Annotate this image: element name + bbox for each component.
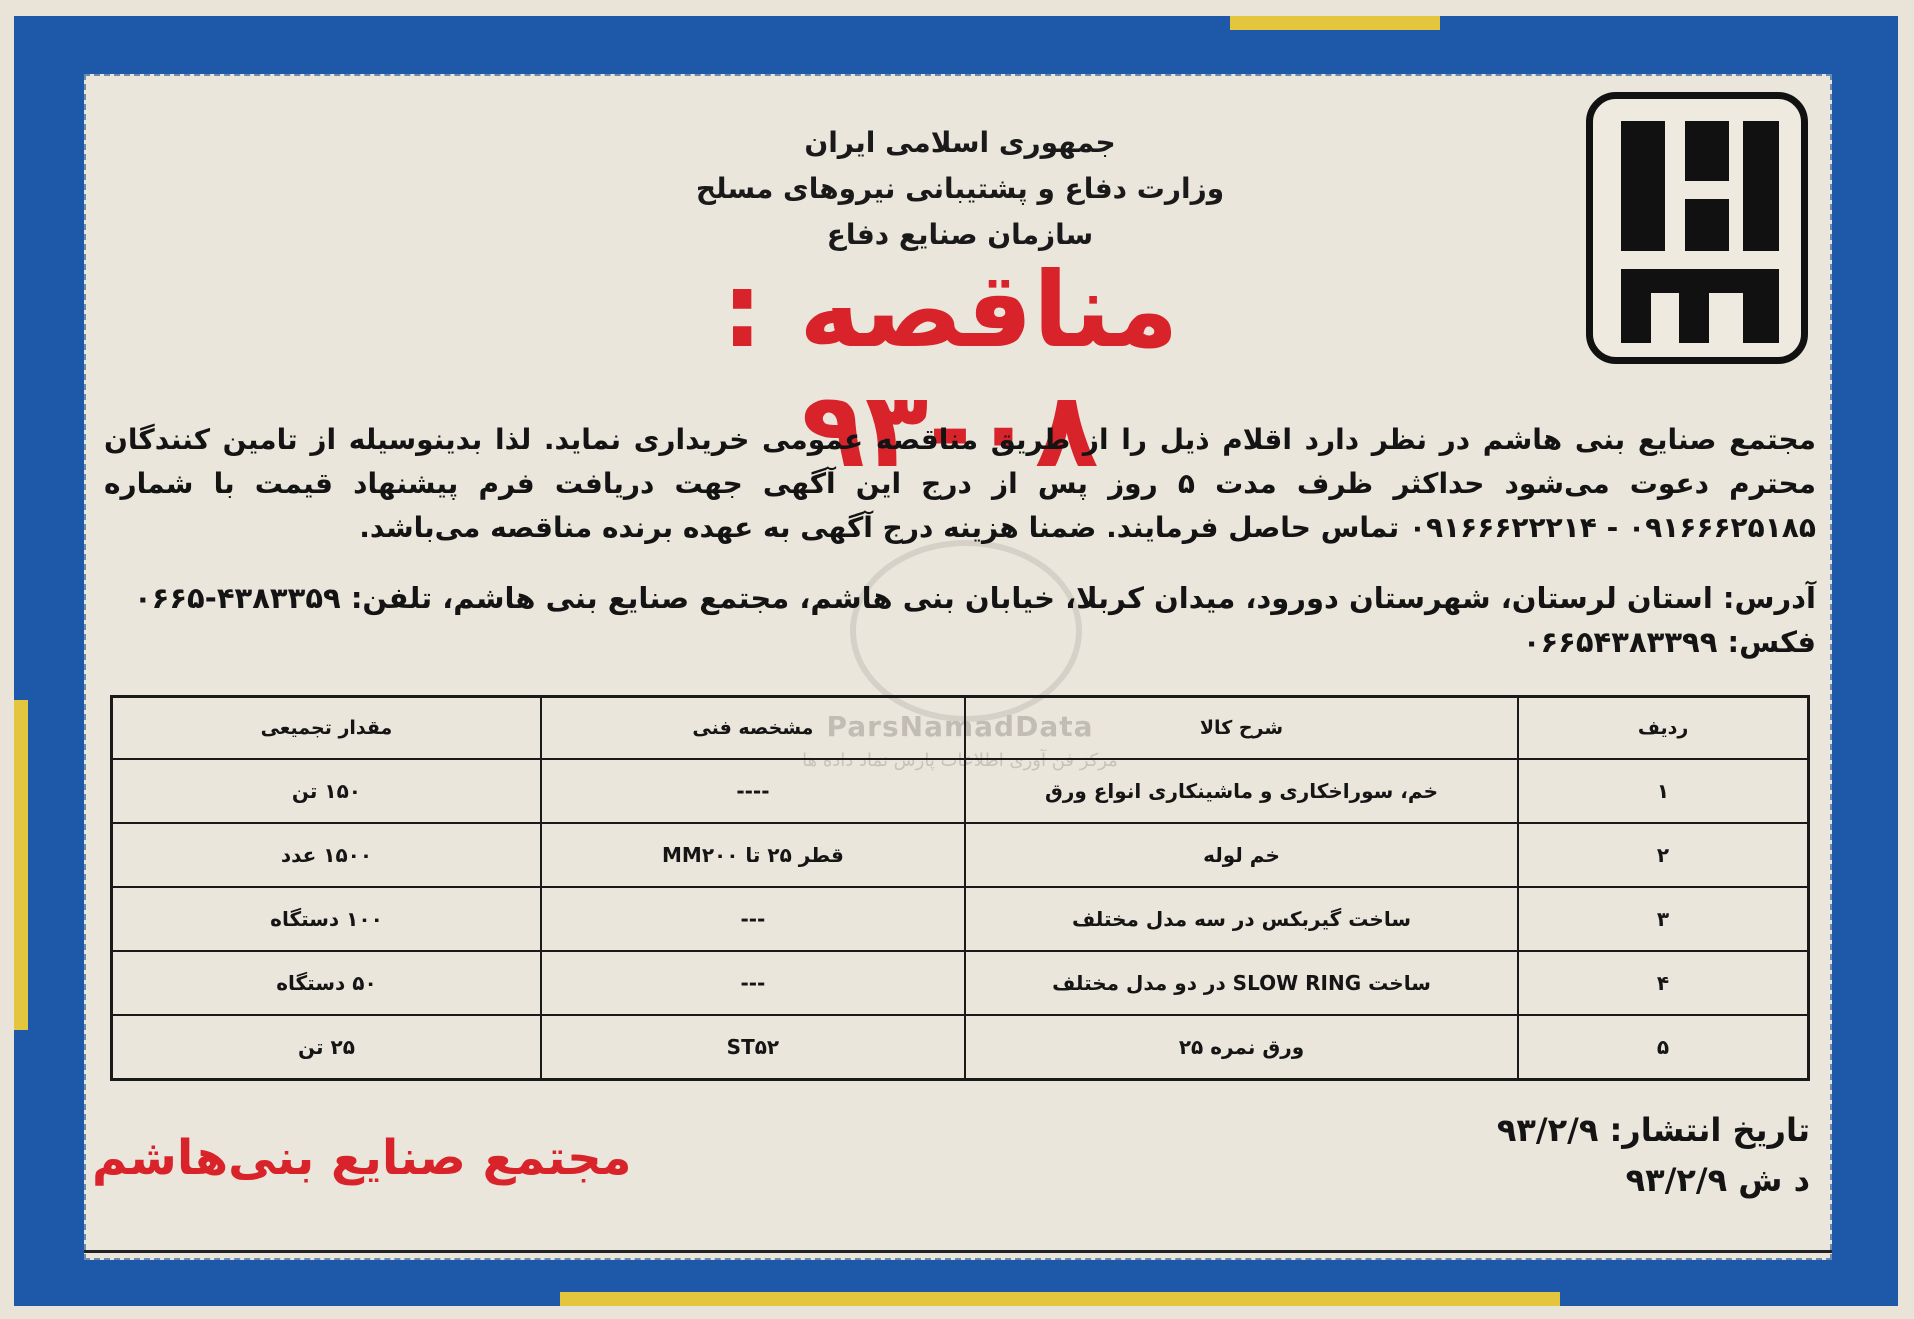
header-quantity: مقدار تجمیعی: [112, 697, 541, 760]
item-specification: ---: [541, 951, 965, 1015]
row-number: ۴: [1518, 951, 1808, 1015]
item-specification: ST۵۲: [541, 1015, 965, 1080]
items-table: [110, 695, 1810, 1081]
item-quantity: ۵۰ دستگاه: [112, 951, 541, 1015]
tender-title: مناقصه : ۰۸-۹۳: [721, 249, 1179, 491]
item-quantity: ۱۵۰۰ عدد: [112, 823, 541, 887]
table-row: [112, 823, 1809, 887]
table-row: [112, 887, 1809, 951]
item-description: ساخت SLOW RING در دو مدل مختلف: [965, 951, 1518, 1015]
header-description: شرح کالا: [965, 697, 1518, 760]
item-description: ورق نمره ۲۵: [965, 1015, 1518, 1080]
header-organization: سازمان صنایع دفاع: [826, 218, 1094, 251]
item-specification: ---: [541, 887, 965, 951]
row-number: ۳: [1518, 887, 1808, 951]
publication-date: تاریخ انتشار: ۹۳/۲/۹: [1496, 1111, 1810, 1149]
watermark-name: ParsNamadData: [826, 710, 1094, 743]
row-number: ۱: [1518, 759, 1808, 823]
item-description: خم، سوراخکاری و ماشینکاری انواع ورق: [965, 759, 1518, 823]
watermark-subtitle: مرکز فن آوری اطلاعات پارس نماد داده ها: [802, 750, 1118, 771]
row-number: ۵: [1518, 1015, 1808, 1080]
footer-brand: مجتمع صنایع بنی‌هاشم: [92, 1130, 632, 1186]
table-row: [112, 759, 1809, 823]
header-country: جمهوری اسلامی ایران: [804, 126, 1116, 159]
table-row: [112, 1015, 1809, 1080]
item-quantity: ۱۰۰ دستگاه: [112, 887, 541, 951]
item-specification: ----: [541, 759, 965, 823]
organization-logo: [1586, 92, 1808, 364]
publication-code: د ش ۹۳/۲/۹: [1625, 1161, 1810, 1199]
announcement-paragraph: مجتمع صنایع بنی هاشم در نظر دارد اقلام ذیل را از طریق مناقصه عمومی خریداری نماید. لذا بدینوسیله از تامین کنندگان محترم دعوت می‌شود حداکثر ظرف مدت ۵ روز پس از درج این آگهی جهت دریافت فرم پیشنهاد قیمت با شماره ۰۹۱۶۶۶۲۵۱۸۵ - ۰۹۱۶۶۶۲۲۲۱۴ تماس حاصل فرمایند. ضمنا هزینه درج آگهی به عهده برنده مناقصه می‌باشد.: [104, 423, 1817, 544]
header-row-number: ردیف: [1518, 697, 1808, 760]
header-ministry: وزارت دفاع و پشتیبانی نیروهای مسلح: [695, 172, 1225, 205]
frame-accent-top: [1230, 16, 1440, 30]
publication-info: [1340, 1105, 1810, 1205]
row-number: ۲: [1518, 823, 1808, 887]
header-specification: مشخصه فنی: [541, 697, 965, 760]
table-row: [112, 951, 1809, 1015]
bottom-divider: [84, 1250, 1832, 1253]
item-specification: قطر ۲۵ تا MM۲۰۰: [541, 823, 965, 887]
item-quantity: ۲۵ تن: [112, 1015, 541, 1080]
contact-address: آدرس: استان لرستان، شهرستان دورود، میدان کربلا، خیابان بنی هاشم، مجتمع صنایع بنی هاشم، تلفن: ۴۳۸۳۳۵۹-۰۶۶۵ فکس: ۰۶۶۵۴۳۸۳۳۹۹: [133, 581, 1816, 659]
issuer-header: [600, 120, 1320, 258]
table-header-row: [112, 697, 1809, 760]
item-description: خم لوله: [965, 823, 1518, 887]
item-quantity: ۱۵۰ تن: [112, 759, 541, 823]
frame-accent-bottom: [560, 1292, 1560, 1306]
frame-accent-left: [14, 700, 28, 1030]
item-description: ساخت گیربکس در سه مدل مختلف: [965, 887, 1518, 951]
